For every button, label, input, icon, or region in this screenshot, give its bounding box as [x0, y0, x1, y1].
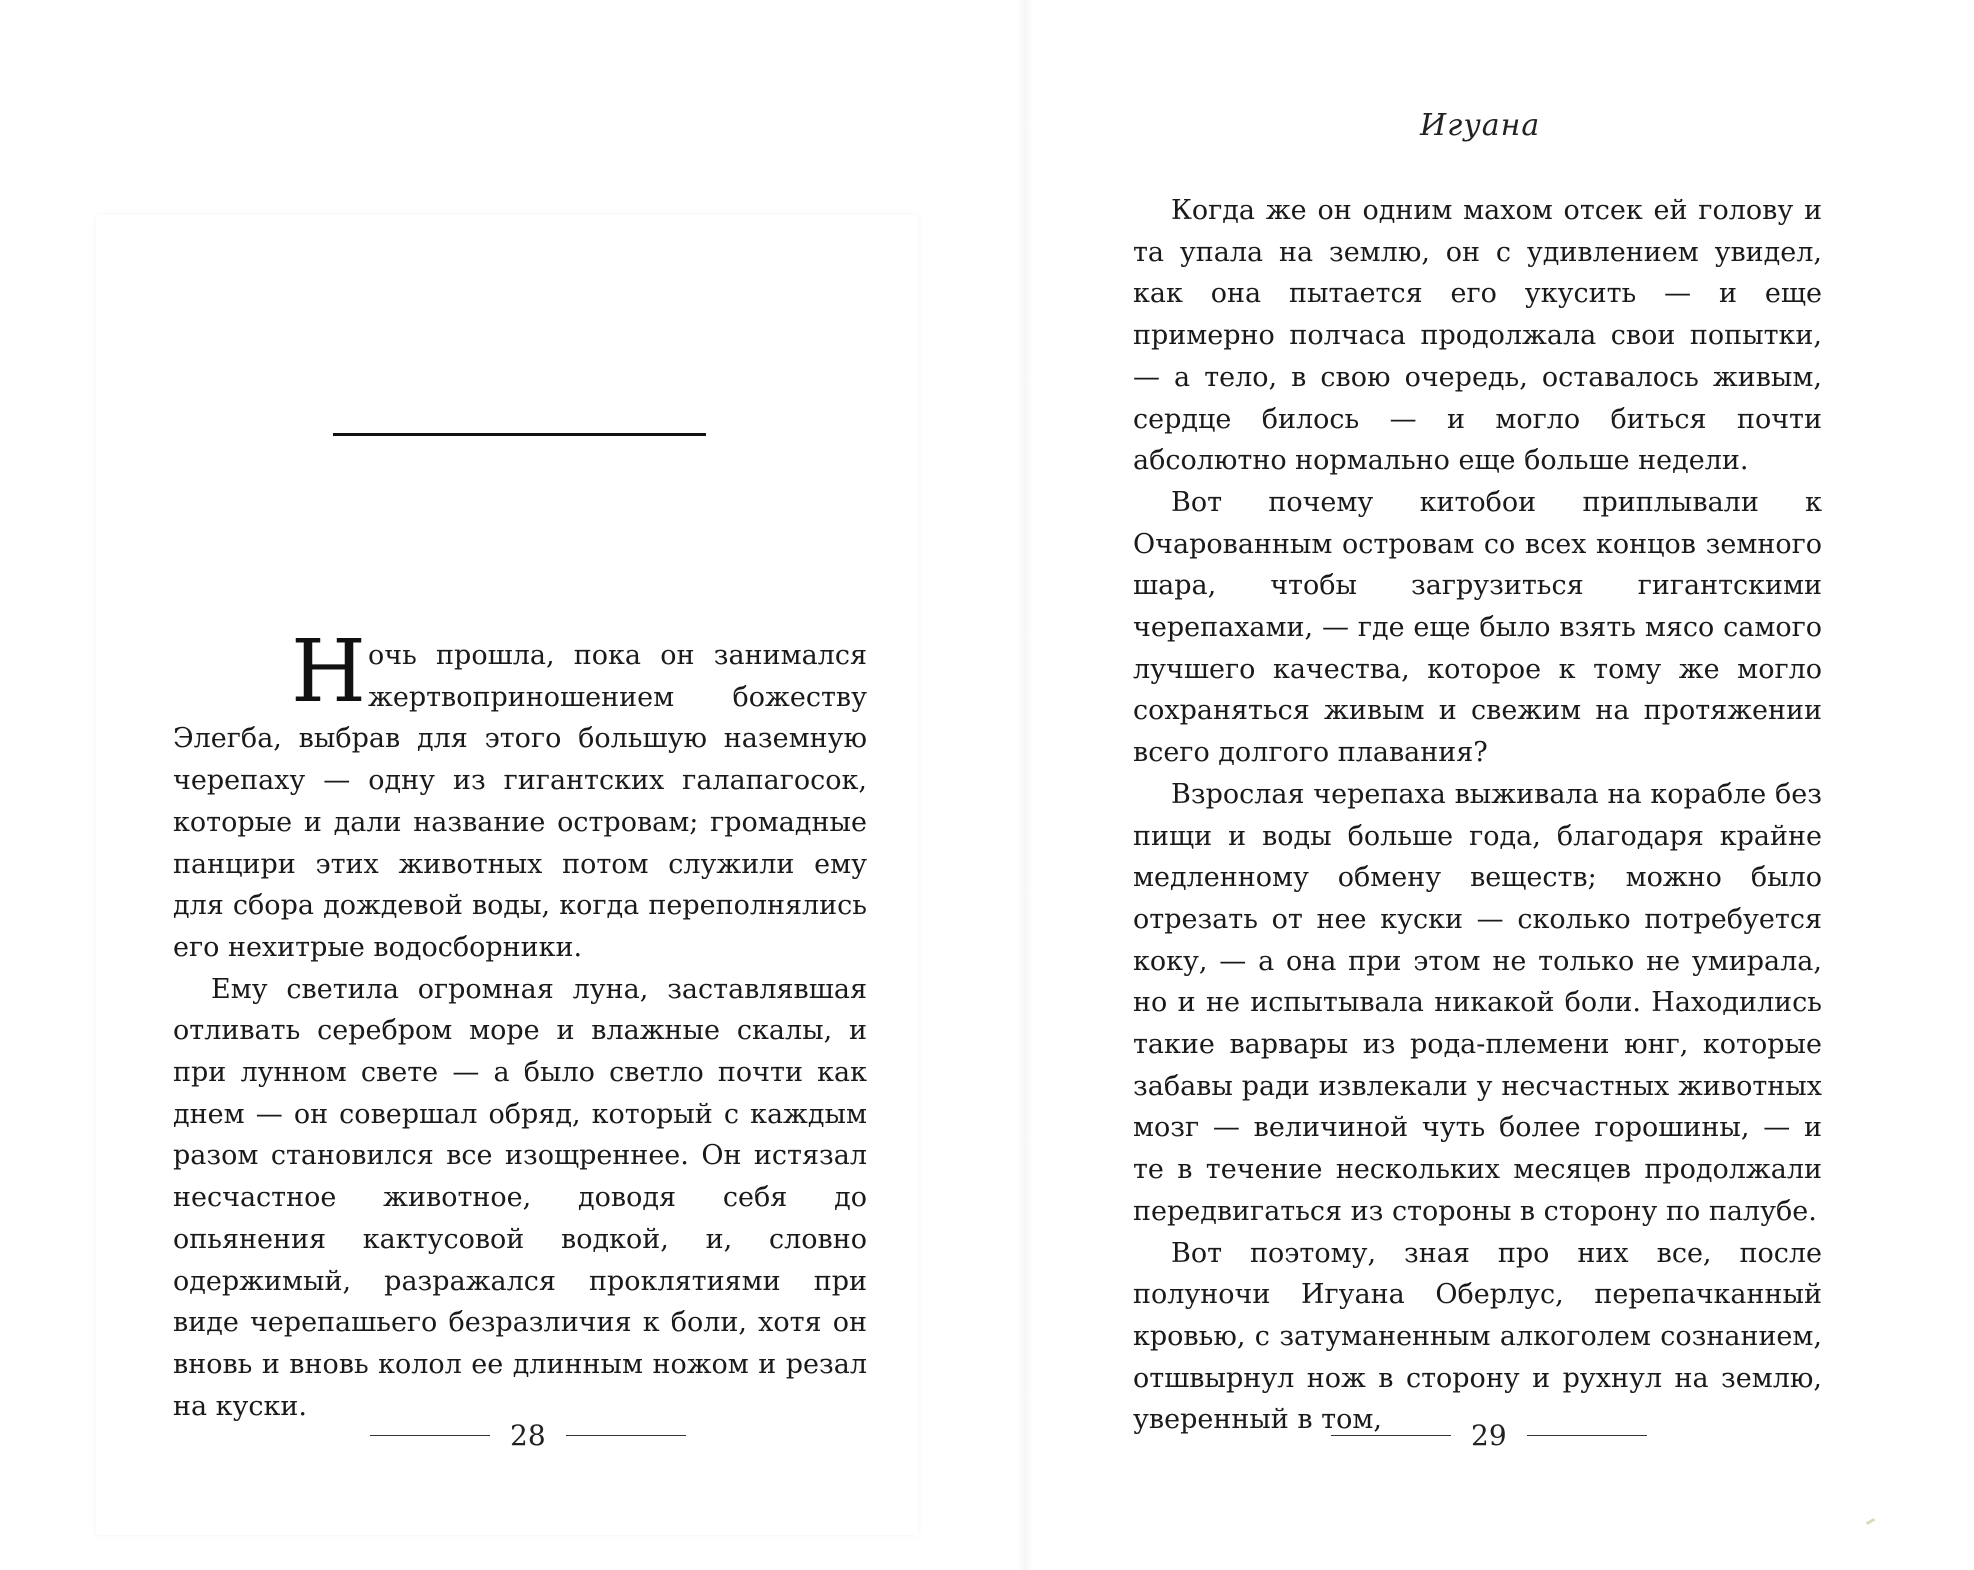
left-paragraph-2: Ему светила огромная луна, заставлявшая отливать серебром море и влажные скалы, и при лунном свете — а было светло почти как днем — он совершал обряд, который с каждым разом становился все изощреннее. Он истязал несчастное животное, доводя себя до опьянения кактусовой водкой, и, словно одержимый, разражался проклятиями при виде черепашьего безразличия к боли, хотя он вновь и вновь колол ее длинным ножом и резал на куски.	[173, 973, 867, 1422]
right-page-folio	[1331, 1418, 1647, 1452]
left-page-body	[173, 622, 867, 1427]
folio-rule-right	[1527, 1435, 1647, 1436]
folio-rule-right	[566, 1435, 686, 1436]
right-paragraph-2: Вот почему китобои приплывали к Очарованным островам со всех концов земного шара, чтобы загрузиться гигантскими черепахами, — где еще было взять мясо самого лучшего качества, которое к тому же могло сохраняться живым и свежим на протяжении всего долгого плавания?	[1133, 486, 1822, 769]
right-page-body	[1133, 190, 1822, 1441]
drop-cap: Н	[291, 622, 366, 722]
running-head: Игуана	[1420, 108, 1541, 143]
right-paragraph-4: Вот поэтому, зная про них все, после полуночи Игуана Оберлус, перепачканный кровью, с затуманенным алкоголем сознанием, отшвырнул нож в сторону и рухнул на землю, уверенный в том,	[1133, 1237, 1822, 1436]
right-paragraph-1: Когда же он одним махом отсек ей голову и та упала на землю, он с удивлением увидел, как она пытается его укусить — и еще примерно полчаса продолжала свои попытки, — а тело, в свою очередь, оставалось живым, сердце билось — и могло биться почти абсолютно нормально еще больше недели.	[1133, 195, 1822, 477]
left-page-folio	[370, 1418, 686, 1452]
gutter-shadow	[1018, 0, 1032, 1570]
chapter-divider-rule	[333, 433, 706, 436]
left-paragraph-1: очь прошла, пока он занимался жертвоприношением божеству Элегба, выбрав для этого большую наземную черепаху — одну из гигантских галапагосок, которые и дали название островам; громадные панцири этих животных потом служили ему для сбора дождевой воды, когда переполнялись его нехитрые водосборники.	[173, 640, 867, 963]
folio-rule-left	[370, 1435, 490, 1436]
page-number-right: 29	[1471, 1418, 1507, 1452]
page-number-left: 28	[510, 1418, 546, 1452]
folio-rule-left	[1331, 1435, 1451, 1436]
right-paragraph-3: Взрослая черепаха выживала на корабле без пищи и воды больше года, благодаря крайне медленному обмену веществ; можно было отрезать от нее куски — сколько потребуется коку, — а она при этом не только не умирала, но и не испытывала никакой боли. Находились такие варвары из рода-племени юнг, которые забавы ради извлекали у несчастных животных мозг — величиной чуть более горошины, — и те в течение нескольких месяцев продолжали передвигаться из стороны в сторону по палубе.	[1133, 778, 1822, 1227]
